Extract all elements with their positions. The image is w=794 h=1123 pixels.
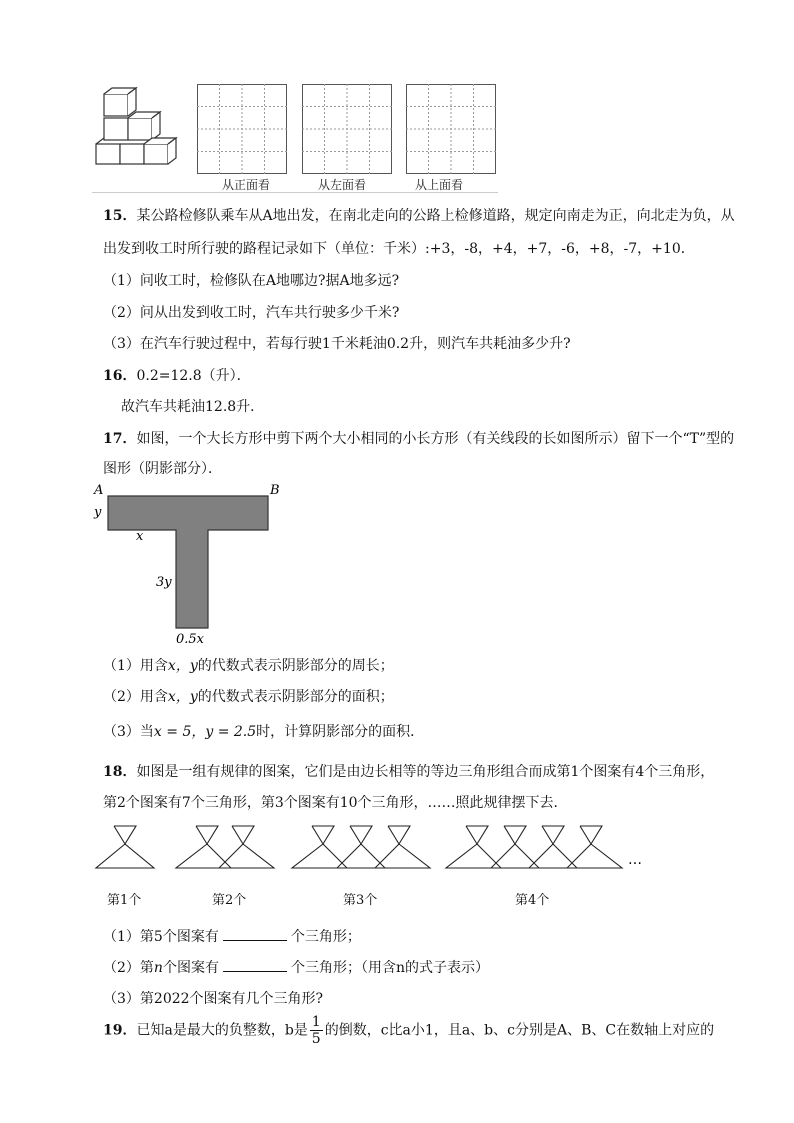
sub-text: 个三角形；（用含n的式子表示） [290,960,489,976]
values: x = 5，y = 2.5 [153,724,257,740]
front-view-caption: 从正面看 [222,178,271,192]
question-17 [103,428,734,448]
pattern-3-caption: 第3个 [343,893,378,908]
question-15-sub2: （2）问从出发到收工时，汽车共行驶多少千米? [103,305,400,321]
sub-text: （3）当 [103,724,154,740]
three-y-length-label: 3y [156,575,172,590]
answer-blank[interactable] [223,959,287,972]
question-number: 15． [103,208,137,224]
question-18-line2: 第2个图案有7个三角形，第3个图案有10个三角形，……照此规律摆下去． [103,795,568,811]
question-number: 17． [103,431,137,447]
cube-stack-figure [92,84,192,166]
question-number: 16． [103,368,137,384]
variables: x，y [167,689,198,705]
question-number: 19． [103,1022,137,1039]
answer-blank[interactable] [223,928,287,941]
question-text: 的倒数，c比a小1，且a、b、c分别是A、B、C在数轴上对应的 [324,1022,715,1039]
sub-text: （1）第5个图案有 [103,929,219,945]
sub-text: 个三角形； [290,929,361,945]
sub-text: 个图案有 [162,960,219,976]
sub-text: 的代数式表示阴影部分的面积； [197,689,394,705]
left-view-caption: 从左面看 [318,178,367,192]
half-x-length-label: 0.5x [176,632,205,647]
fraction-numerator: 1 [311,1014,321,1030]
question-text: 如图，一个大长方形中剪下两个大小相同的小长方形（有关线段的长如图所示）留下一个“T”型的 [136,431,735,447]
sub-text: 的代数式表示阴影部分的周长； [197,658,394,674]
question-text: 0.2=12.8（升）． [136,368,251,384]
pattern-4 [446,826,622,868]
question-17-sub2 [103,686,394,706]
question-15-sub1: （1）问收工时，检修队在A地哪边?据A地多远? [103,273,400,289]
variable-n: n [153,960,163,976]
sub-text: （2）用含 [103,689,168,705]
point-a-label: A [94,483,104,498]
pattern-1 [96,826,154,868]
pattern-2 [176,826,274,868]
top-view-grid-lines [406,84,496,174]
question-17-sub1 [103,655,394,675]
t-shape-shaded-region [108,496,268,628]
point-b-label: B [270,483,280,498]
pattern-3 [292,826,430,868]
question-16 [103,365,251,385]
question-15-line2: 出发到收工时所行驶的路程记录如下（单位：千米）:+3，-8，+4，+7，-6，+8，-7，+10． [103,241,695,257]
question-text: 已知a是最大的负整数，b是 [136,1022,308,1039]
question-text: 某公路检修队乘车从A地出发，在南北走向的公路上检修道路，规定向南走为正，向北走为负，从 [136,208,735,224]
question-15 [103,206,735,226]
left-view-grid-lines [302,84,392,174]
question-15-sub3: （3）在汽车行驶过程中，若每行驶1千米耗油0.2升，则汽车共耗油多少升? [103,336,571,352]
y-length-label: y [94,505,102,520]
variables: x，y [167,658,198,674]
question-18-sub2 [103,957,489,977]
question-16-line2: 故汽车共耗油12.8升． [121,399,265,415]
fraction-one-fifth [310,1014,323,1047]
front-view-grid-lines [197,84,287,174]
triangle-pattern-figure [92,822,652,882]
question-number: 18． [103,764,137,780]
question-19 [103,1014,714,1047]
pattern-ellipsis: … [628,852,642,868]
question-text: 如图是一组有规律的图案，它们是由边长相等的等边三角形组合而成第1个图案有4个三角形， [136,764,715,780]
pattern-1-caption: 第1个 [107,893,142,908]
question-17-line2: 图形（阴影部分）． [103,461,222,477]
sub-text: （1）用含 [103,658,168,674]
fraction-denominator: 5 [311,1031,321,1047]
top-view-caption: 从上面看 [415,178,464,192]
sub-text: （2）第 [103,960,154,976]
question-18-sub1 [103,926,361,946]
x-length-label: x [136,529,144,544]
question-17-sub3 [103,721,424,741]
question-18-sub3: （3）第2022个图案有几个三角形? [103,991,324,1007]
pattern-4-caption: 第4个 [515,893,550,908]
t-shape-figure [90,482,290,648]
question-18 [103,761,714,781]
sub-text: 时，计算阴影部分的面积． [256,724,425,740]
pattern-2-caption: 第2个 [212,893,247,908]
